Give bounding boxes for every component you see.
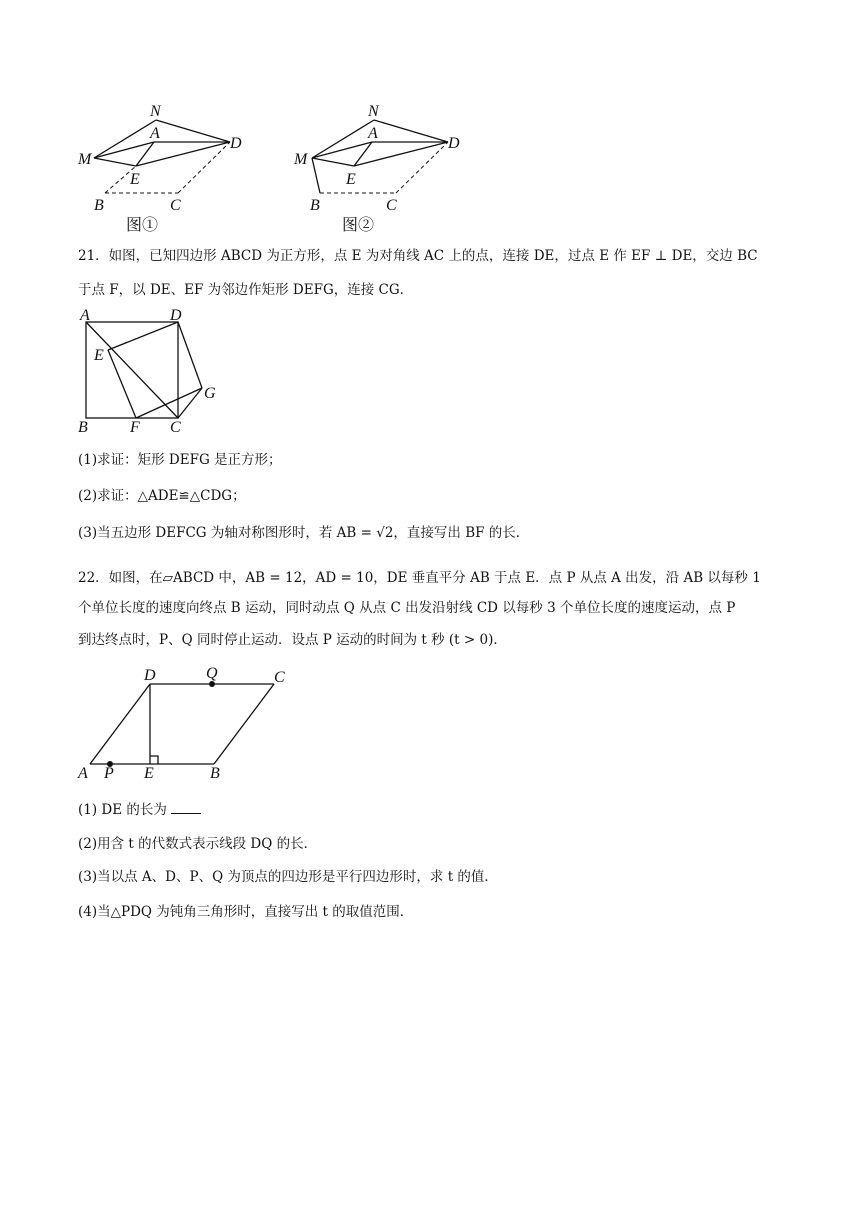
q21-label-D: D [170,308,182,324]
fig1-caption: 图① [126,217,159,234]
q22-label-Q: Q [206,665,218,682]
fig2-label-D: D [448,135,460,152]
q21-sub1: (1)求证：矩形 DEFG 是正方形； [78,452,282,468]
q21-stem-line1: 21．如图，已知四边形 ABCD 为正方形，点 E 为对角线 AC 上的点，连接 DE，过点 E 作 EF ⊥ DE，交边 BC [78,248,758,264]
q22-stem-line3: 到达终点时，P、Q 同时停止运动．设点 P 运动的时间为 t 秒 (t > 0)． [78,632,507,648]
q22-label-E: E [144,765,154,782]
q22-label-A: A [78,765,88,782]
q22-stem-line2: 个单位长度的速度向终点 B 运动，同时动点 Q 从点 C 出发沿射线 CD 以每秒 3 个单位长度的速度运动，点 P [78,600,736,616]
q22-label-P: P [104,765,114,782]
fig2-label-C: C [386,197,397,214]
q21-label-C: C [170,419,181,436]
q21-label-F: F [130,419,140,436]
q22-label-C: C [274,669,285,686]
q22-sub1: (1) DE 的长为 [78,802,167,818]
fig1-label-C: C [170,197,181,214]
q21-label-A: A [80,308,90,324]
q22-stem-line1: 22．如图，在▱ABCD 中，AB = 12，AD = 10，DE 垂直平分 AB 于点 E．点 P 从点 A 出发，沿 AB 以每秒 1 [78,570,761,586]
q22-sub3: (3)当以点 A、D、P、Q 为顶点的四边形是平行四边形时，求 t 的值． [78,869,498,885]
fig2-label-E: E [346,171,356,188]
fig1-label-E: E [130,171,140,188]
q21-label-E: E [94,347,104,364]
fig2-caption: 图② [342,217,375,234]
q21-label-G: G [204,385,216,402]
q21-stem-line2: 于点 F，以 DE、EF 为邻边作矩形 DEFG，连接 CG． [78,282,414,298]
q22-label-D: D [144,667,156,684]
fig2-label-A: A [368,125,378,142]
fig1-label-D: D [230,135,242,152]
fig2-label-N: N [368,103,379,120]
answer-blank [171,801,201,814]
q21-label-B: B [78,419,88,436]
q22-sub2: (2)用含 t 的代数式表示线段 DQ 的长． [78,836,318,852]
q21-sub2: (2)求证：△ADE≌△CDG； [78,488,246,504]
fig1-label-N: N [150,103,161,120]
q22-parallelogram-diagram [74,662,304,782]
fig1-label-M: M [78,151,92,168]
fig1-label-A: A [150,125,160,142]
q22-sub4: (4)当△PDQ 为钝角三角形时，直接写出 t 的取值范围． [78,904,414,920]
fig2-label-B: B [310,197,320,214]
q22-sub1-row [78,800,201,820]
figure-2-diagram [288,100,478,240]
fig1-label-B: B [94,197,104,214]
q22-label-B: B [210,765,220,782]
fig2-label-M: M [294,151,308,168]
q21-square-diagram [72,308,232,436]
q21-sub3: (3)当五边形 DEFCG 为轴对称图形时，若 AB = √2，直接写出 BF 的长． [78,525,530,541]
figure-1-diagram [70,100,260,240]
